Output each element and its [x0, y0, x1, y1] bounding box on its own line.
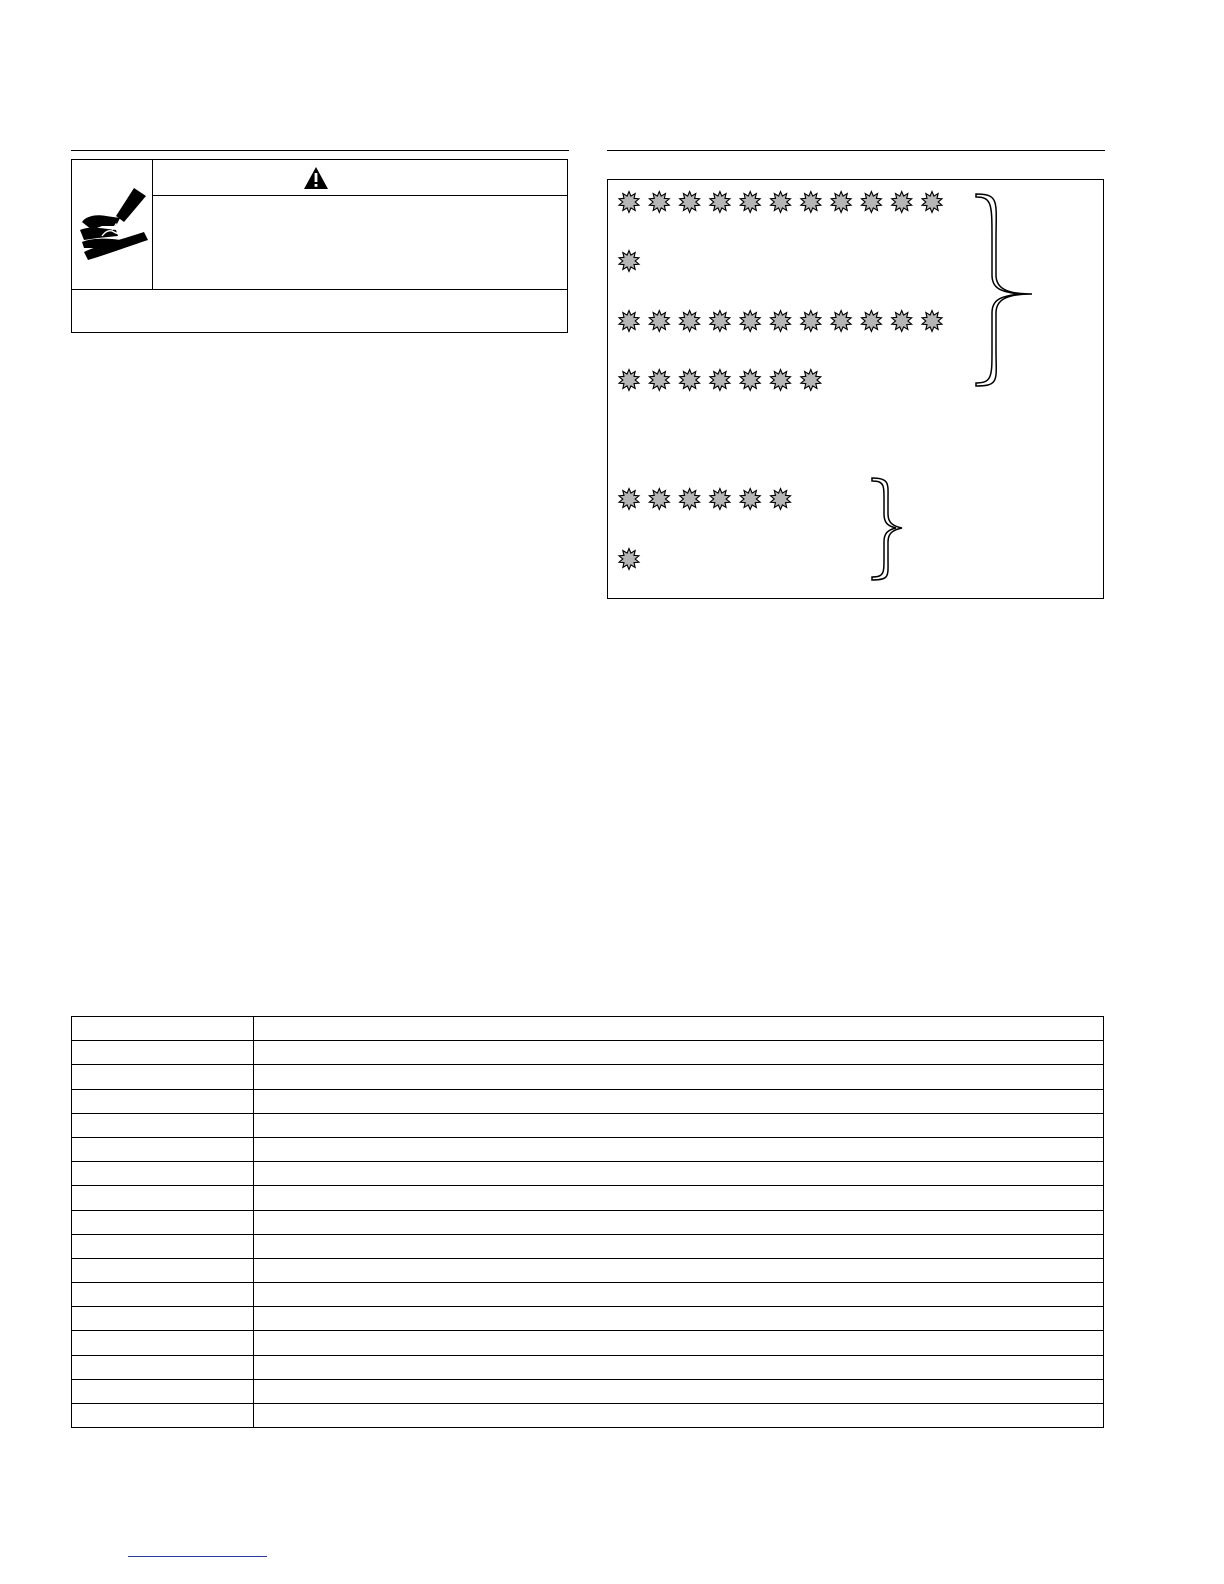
- table-row: [72, 1404, 1104, 1428]
- right-column-rule: [607, 150, 1105, 151]
- table-cell-label: [72, 1234, 254, 1258]
- table-cell-label: [72, 1283, 254, 1307]
- star-symbol: [861, 311, 881, 332]
- star-symbol: [649, 489, 669, 510]
- table-cell-value: [254, 1041, 1104, 1065]
- table-row: [72, 1210, 1104, 1234]
- table-row: [72, 1258, 1104, 1282]
- warning-footer: [72, 289, 567, 332]
- table-cell-label: [72, 1379, 254, 1403]
- star-symbol: [710, 311, 730, 332]
- star-symbol: [831, 192, 851, 213]
- table-cell-value: [254, 1331, 1104, 1355]
- table-cell-label: [72, 1258, 254, 1282]
- large-brace: [976, 194, 1032, 386]
- table-row: [72, 1355, 1104, 1379]
- star-symbol: [740, 489, 760, 510]
- table-cell-label: [72, 1186, 254, 1210]
- table-row: [72, 1113, 1104, 1137]
- table-cell-value: [254, 1258, 1104, 1282]
- table-cell-value: [254, 1283, 1104, 1307]
- star-symbol: [710, 192, 730, 213]
- star-symbol: [649, 370, 669, 391]
- small-brace: [872, 478, 902, 580]
- star-symbol: [740, 311, 760, 332]
- table-cell-label: [72, 1404, 254, 1428]
- table-cell-label: [72, 1089, 254, 1113]
- table-cell-label: [72, 1162, 254, 1186]
- star-symbol: [680, 192, 700, 213]
- star-symbol: [892, 192, 912, 213]
- star-symbol: [619, 311, 639, 332]
- table-cell-label: [72, 1137, 254, 1161]
- table-cell-value: [254, 1307, 1104, 1331]
- star-symbol: [801, 192, 821, 213]
- warning-block: [71, 159, 568, 333]
- table-row: [72, 1283, 1104, 1307]
- footer-link[interactable]: [128, 1556, 267, 1557]
- table-cell-label: [72, 1041, 254, 1065]
- star-symbol: [680, 489, 700, 510]
- table-row: [72, 1307, 1104, 1331]
- star-symbol: [771, 311, 791, 332]
- star-symbol: [771, 192, 791, 213]
- star-symbol: [771, 370, 791, 391]
- warning-triangle-icon: [303, 166, 329, 190]
- diagram-canvas: [608, 180, 1105, 600]
- star-symbol: [619, 192, 639, 213]
- table-row: [72, 1041, 1104, 1065]
- star-symbol: [740, 370, 760, 391]
- table-row: [72, 1234, 1104, 1258]
- table-cell-label: [72, 1307, 254, 1331]
- table-cell-value: [254, 1065, 1104, 1089]
- table-cell-label: [72, 1017, 254, 1041]
- table-cell-label: [72, 1331, 254, 1355]
- star-symbol: [680, 311, 700, 332]
- table-row: [72, 1379, 1104, 1403]
- table-cell-value: [254, 1234, 1104, 1258]
- star-symbol: [649, 311, 669, 332]
- star-symbol: [619, 489, 639, 510]
- table-cell-label: [72, 1210, 254, 1234]
- table-cell-label: [72, 1355, 254, 1379]
- table-cell-value: [254, 1379, 1104, 1403]
- table-cell-value: [254, 1162, 1104, 1186]
- warning-body: [153, 196, 567, 289]
- table-row: [72, 1017, 1104, 1041]
- symbol-diagram: [607, 179, 1104, 599]
- warning-header: [153, 160, 567, 196]
- table-cell-label: [72, 1113, 254, 1137]
- star-symbol: [861, 192, 881, 213]
- table-cell-value: [254, 1210, 1104, 1234]
- star-symbol: [831, 311, 851, 332]
- table-cell-label: [72, 1065, 254, 1089]
- star-symbol: [619, 549, 639, 570]
- star-symbol: [619, 370, 639, 391]
- skin-injection-hazard-icon: [72, 160, 153, 289]
- table-cell-value: [254, 1113, 1104, 1137]
- table-cell-value: [254, 1137, 1104, 1161]
- left-column-rule: [71, 150, 569, 151]
- star-symbol: [740, 192, 760, 213]
- table-row: [72, 1065, 1104, 1089]
- star-symbol: [922, 311, 942, 332]
- table-cell-value: [254, 1404, 1104, 1428]
- star-symbol: [922, 192, 942, 213]
- star-symbol: [619, 251, 639, 272]
- table-cell-value: [254, 1089, 1104, 1113]
- star-symbol: [649, 192, 669, 213]
- table-row: [72, 1089, 1104, 1113]
- table-row: [72, 1137, 1104, 1161]
- star-symbol: [710, 370, 730, 391]
- star-symbol: [801, 370, 821, 391]
- table-row: [72, 1186, 1104, 1210]
- table-row: [72, 1162, 1104, 1186]
- table-row: [72, 1331, 1104, 1355]
- spec-table: [71, 1016, 1104, 1428]
- star-symbol: [892, 311, 912, 332]
- table-cell-value: [254, 1355, 1104, 1379]
- table-cell-value: [254, 1186, 1104, 1210]
- star-symbol: [771, 489, 791, 510]
- star-symbol: [680, 370, 700, 391]
- star-symbol: [801, 311, 821, 332]
- hazard-icon-cell: [72, 160, 153, 289]
- star-symbol: [710, 489, 730, 510]
- table-cell-value: [254, 1017, 1104, 1041]
